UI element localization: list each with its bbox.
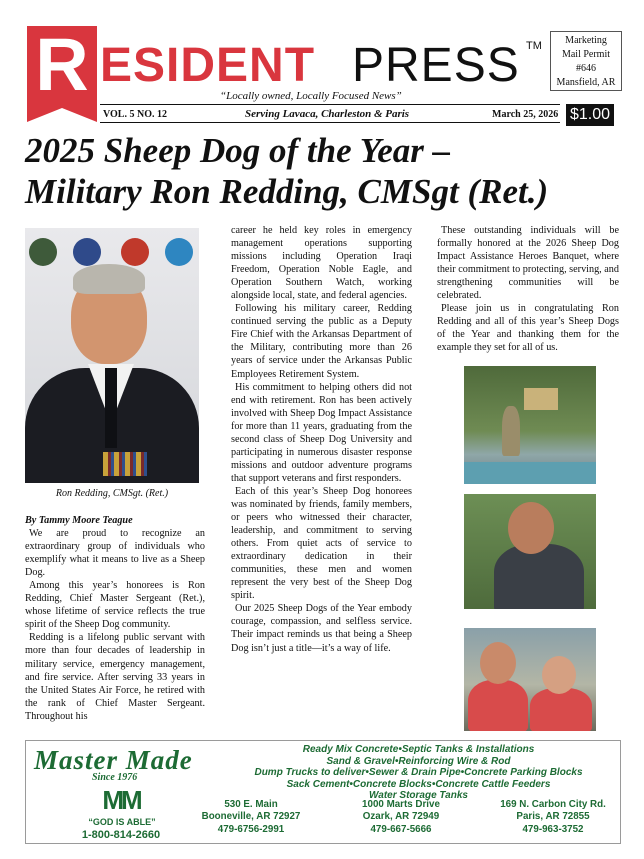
- paragraph: Our 2025 Sheep Dogs of the Year embody courage, compassion, and selfless service. Their impact reminds us that being a Sheep Dog isn’t just a title—it’s a way of life.: [231, 603, 412, 654]
- permit-line: Marketing: [565, 35, 607, 46]
- photo-person-1-shirt: [468, 680, 528, 731]
- logo-r-block: [27, 23, 97, 108]
- paragraph: We are proud to recognize an extraordinary group of individuals who exemplify what it means to live as a Sheep Dog.: [25, 528, 205, 579]
- ad-service-line: Sand & Gravel•Reinforcing Wire & Rod: [326, 755, 511, 767]
- masthead-rule-bottom: [100, 122, 560, 123]
- photo-memorial-site: [464, 366, 596, 484]
- article-column-2: [231, 224, 412, 655]
- emblem-ems-icon: [165, 238, 193, 266]
- ad-location-phone: 479-667-5666: [370, 823, 432, 835]
- emblem-army-icon: [29, 238, 57, 266]
- logo-press-text: PRESS: [352, 39, 520, 92]
- paragraph: Redding is a lifelong public servant with more than four decades of leadership in military service, emergency management, and fire service. After serving 33 years in the United States Air Force, he retired with the rank of Chief Master Sergeant. Throughout his: [25, 632, 205, 722]
- portrait-tie: [105, 368, 117, 448]
- photo-sign: [524, 388, 558, 410]
- ad-since: Since 1976: [92, 772, 138, 783]
- photo-person-shirt: [494, 544, 584, 609]
- paragraph: Each of this year’s Sheep Dog honorees was nominated by friends, family members, or peers who witnessed their character, leadership, and commitment to serving others. From quiet acts of service to extraordinary dedication in their communities, these men and women represent the very best of the Sheep Dog spirit.: [231, 485, 412, 602]
- ad-location-paris: [488, 799, 618, 836]
- byline: By Tammy Moore Teague: [25, 515, 133, 526]
- logo-resident-text: ESIDENT: [100, 39, 316, 92]
- photo-person-2-face: [542, 656, 576, 694]
- price-badge: $1.00: [566, 104, 614, 126]
- issue-date: March 25, 2026: [492, 109, 559, 120]
- article-column-3: [437, 224, 619, 354]
- permit-line: #646: [576, 63, 596, 74]
- ad-phone: 1-800-814-2660: [81, 829, 161, 841]
- portrait-photo: [25, 228, 199, 483]
- ad-location-phone: 479-6756-2991: [217, 823, 285, 835]
- headline-line-1: 2025 Sheep Dog of the Year –: [25, 131, 451, 170]
- photo-ron-outdoors: [464, 494, 596, 609]
- portrait-hair: [73, 264, 145, 294]
- ad-services-list: [231, 744, 606, 802]
- ad-service-line: Water Storage Tanks: [369, 790, 468, 801]
- ad-service-line: Ready Mix Concrete•Septic Tanks & Installations: [302, 744, 535, 755]
- ad-brand-name: Master Made: [34, 745, 193, 775]
- article-column-1: [25, 514, 205, 723]
- portrait-medals: [103, 452, 147, 476]
- photo-person-1-face: [480, 642, 516, 684]
- emblem-law-enforcement-icon: [73, 238, 101, 266]
- serving-area: Serving Lavaca, Charleston & Paris: [245, 108, 410, 120]
- paragraph: Please join us in congratulating Ron Redding and all of this year’s Sheep Dogs of the Year and thanking them for the example they set for all of us.: [437, 303, 619, 354]
- emblem-fire-rescue-icon: [121, 238, 149, 266]
- master-made-advertisement: [25, 740, 621, 844]
- ad-motto: “GOD IS ABLE”: [88, 817, 156, 827]
- photo-ron-and-companion: [464, 628, 596, 731]
- ad-location-booneville: [186, 799, 316, 836]
- paragraph: These outstanding individuals will be formally honored at the 2026 Sheep Dog Impact Assistance Heroes Banquet, where their commitment to protecting, serving, and strengthening communities will be celebrated.: [437, 225, 619, 302]
- ad-monogram-logo: MM: [102, 785, 140, 815]
- photo-steps: [464, 462, 596, 484]
- photo-caption: Ron Redding, CMSgt. (Ret.): [55, 488, 169, 499]
- ad-city: Paris, AR 72855: [516, 811, 590, 823]
- ad-location-phone: 479-963-3752: [522, 823, 584, 835]
- mail-permit-box: [550, 31, 622, 91]
- volume-number: VOL. 5 NO. 12: [103, 109, 167, 120]
- paragraph: Following his military career, Redding continued serving the public as a Deputy Fire Chief with the Arkansas Department of the Military, contributing more than 26 years of service under the Arkansas Public Employees Retirement System.: [231, 303, 412, 380]
- ad-street: 530 E. Main: [224, 799, 278, 810]
- ad-city: Ozark, AR 72949: [362, 811, 440, 823]
- ad-service-line: Dump Trucks to deliver•Sewer & Drain Pipe•Concrete Parking Blocks: [254, 767, 583, 778]
- logo-letter: R: [35, 23, 89, 106]
- ad-service-line: Sack Cement•Concrete Blocks•Concrete Cattle Feeders: [286, 778, 551, 790]
- paragraph: His commitment to helping others did not end with retirement. Ron has been actively involved with Sheep Dog Impact Assistance for more than 11 years, graduating from the second class of Sheep Dog University and participating in numerous disaster response missions and outdoor adventure programs that support veterans and first responders.: [231, 381, 412, 484]
- paragraph: career he held key roles in emergency management operations supporting missions including Operation Iraqi Freedom, Operation Noble Eagle, and Operation Southern Watch, working alongside local, state, and federal agencies.: [231, 225, 412, 302]
- permit-line: Mail Permit: [561, 49, 611, 60]
- headline: [25, 130, 625, 212]
- paragraph: Among this year’s honorees is Ron Redding, Chief Master Sergeant (Ret.), whose lifetime of service reflects the true spirit of the Sheep Dog community.: [25, 580, 205, 631]
- permit-line: Mansfield, AR: [556, 77, 616, 88]
- ad-street: 169 N. Carbon City Rd.: [500, 799, 606, 810]
- photo-person-face: [508, 502, 554, 554]
- photo-person: [502, 406, 520, 456]
- ad-city: Booneville, AR 72927: [201, 811, 301, 823]
- ad-location-ozark: [346, 799, 456, 836]
- masthead-rule-top: [100, 104, 560, 105]
- photo-person-2-shirt: [530, 688, 592, 731]
- ad-street: 1000 Marts Drive: [362, 799, 440, 810]
- tagline: “Locally owned, Locally Focused News”: [220, 90, 402, 102]
- logo-trademark: TM: [526, 40, 542, 52]
- headline-line-2: Military Ron Redding, CMSgt (Ret.): [25, 172, 549, 211]
